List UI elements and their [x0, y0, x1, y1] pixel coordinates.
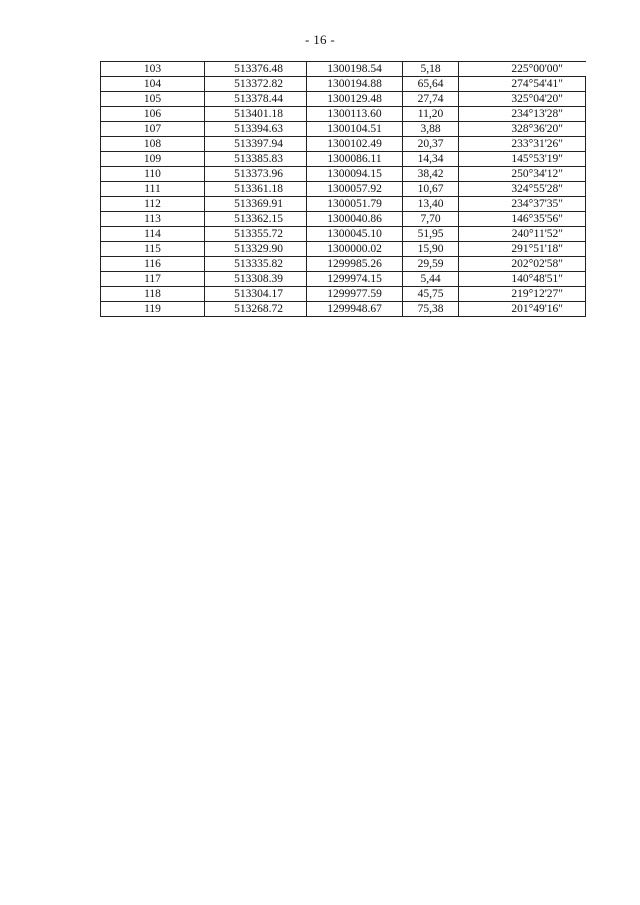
table-row: [101, 302, 586, 317]
distance-cell: 11,20: [403, 107, 459, 122]
table-row: [101, 227, 586, 242]
point-number-cell: 118: [101, 287, 205, 302]
table-row: [101, 182, 586, 197]
distance-cell: 27,74: [403, 92, 459, 107]
direction-angle-cell: 274°54'41": [459, 77, 586, 92]
point-number-cell: 119: [101, 302, 205, 317]
direction-angle-cell: 291°51'18": [459, 242, 586, 257]
y-coordinate-cell: 1300051.79: [307, 197, 403, 212]
direction-angle-cell: 140°48'51": [459, 272, 586, 287]
direction-angle-cell: 219°12'27": [459, 287, 586, 302]
x-coordinate-cell: 513397.94: [205, 137, 307, 152]
y-coordinate-cell: 1300086.11: [307, 152, 403, 167]
y-coordinate-cell: 1299974.15: [307, 272, 403, 287]
x-coordinate-cell: 513308.39: [205, 272, 307, 287]
coordinates-table-body: [101, 62, 586, 317]
y-coordinate-cell: 1300129.48: [307, 92, 403, 107]
direction-angle-cell: 250°34'12": [459, 167, 586, 182]
distance-cell: 20,37: [403, 137, 459, 152]
point-number-cell: 113: [101, 212, 205, 227]
x-coordinate-cell: 513372.82: [205, 77, 307, 92]
x-coordinate-cell: 513304.17: [205, 287, 307, 302]
distance-cell: 3,88: [403, 122, 459, 137]
y-coordinate-cell: 1299977.59: [307, 287, 403, 302]
direction-angle-cell: 328°36'20": [459, 122, 586, 137]
distance-cell: 65,64: [403, 77, 459, 92]
y-coordinate-cell: 1300045.10: [307, 227, 403, 242]
distance-cell: 7,70: [403, 212, 459, 227]
point-number-cell: 107: [101, 122, 205, 137]
table-row: [101, 62, 586, 77]
distance-cell: 38,42: [403, 167, 459, 182]
distance-cell: 51,95: [403, 227, 459, 242]
point-number-cell: 117: [101, 272, 205, 287]
distance-cell: 5,44: [403, 272, 459, 287]
y-coordinate-cell: 1300040.86: [307, 212, 403, 227]
coordinates-table: [100, 61, 586, 317]
table-row: [101, 287, 586, 302]
y-coordinate-cell: 1300000.02: [307, 242, 403, 257]
table-row: [101, 272, 586, 287]
x-coordinate-cell: 513335.82: [205, 257, 307, 272]
x-coordinate-cell: 513329.90: [205, 242, 307, 257]
direction-angle-cell: 234°13'28": [459, 107, 586, 122]
distance-cell: 14,34: [403, 152, 459, 167]
point-number-cell: 112: [101, 197, 205, 212]
distance-cell: 75,38: [403, 302, 459, 317]
y-coordinate-cell: 1300113.60: [307, 107, 403, 122]
distance-cell: 10,67: [403, 182, 459, 197]
x-coordinate-cell: 513362.15: [205, 212, 307, 227]
point-number-cell: 116: [101, 257, 205, 272]
direction-angle-cell: 145°53'19": [459, 152, 586, 167]
x-coordinate-cell: 513385.83: [205, 152, 307, 167]
point-number-cell: 104: [101, 77, 205, 92]
direction-angle-cell: 234°37'35": [459, 197, 586, 212]
x-coordinate-cell: 513376.48: [205, 62, 307, 77]
distance-cell: 5,18: [403, 62, 459, 77]
y-coordinate-cell: 1300057.92: [307, 182, 403, 197]
point-number-cell: 105: [101, 92, 205, 107]
table-row: [101, 107, 586, 122]
direction-angle-cell: 325°04'20": [459, 92, 586, 107]
point-number-cell: 110: [101, 167, 205, 182]
direction-angle-cell: 146°35'56": [459, 212, 586, 227]
distance-cell: 13,40: [403, 197, 459, 212]
x-coordinate-cell: 513401.18: [205, 107, 307, 122]
distance-cell: 29,59: [403, 257, 459, 272]
table-row: [101, 167, 586, 182]
table-row: [101, 137, 586, 152]
point-number-cell: 108: [101, 137, 205, 152]
point-number-cell: 109: [101, 152, 205, 167]
point-number-cell: 114: [101, 227, 205, 242]
table-row: [101, 212, 586, 227]
x-coordinate-cell: 513268.72: [205, 302, 307, 317]
point-number-cell: 106: [101, 107, 205, 122]
table-row: [101, 197, 586, 212]
distance-cell: 45,75: [403, 287, 459, 302]
table-row: [101, 122, 586, 137]
direction-angle-cell: 202°02'58": [459, 257, 586, 272]
point-number-cell: 103: [101, 62, 205, 77]
direction-angle-cell: 324°55'28": [459, 182, 586, 197]
table-row: [101, 242, 586, 257]
direction-angle-cell: 233°31'26": [459, 137, 586, 152]
direction-angle-cell: 201°49'16": [459, 302, 586, 317]
table-row: [101, 257, 586, 272]
x-coordinate-cell: 513355.72: [205, 227, 307, 242]
table-row: [101, 92, 586, 107]
x-coordinate-cell: 513394.63: [205, 122, 307, 137]
x-coordinate-cell: 513361.18: [205, 182, 307, 197]
y-coordinate-cell: 1300198.54: [307, 62, 403, 77]
y-coordinate-cell: 1300094.15: [307, 167, 403, 182]
x-coordinate-cell: 513378.44: [205, 92, 307, 107]
direction-angle-cell: 240°11'52": [459, 227, 586, 242]
point-number-cell: 111: [101, 182, 205, 197]
y-coordinate-cell: 1300104.51: [307, 122, 403, 137]
y-coordinate-cell: 1300102.49: [307, 137, 403, 152]
direction-angle-cell: 225°00'00": [459, 62, 586, 77]
distance-cell: 15,90: [403, 242, 459, 257]
y-coordinate-cell: 1299948.67: [307, 302, 403, 317]
x-coordinate-cell: 513373.96: [205, 167, 307, 182]
y-coordinate-cell: 1299985.26: [307, 257, 403, 272]
y-coordinate-cell: 1300194.88: [307, 77, 403, 92]
table-row: [101, 152, 586, 167]
point-number-cell: 115: [101, 242, 205, 257]
x-coordinate-cell: 513369.91: [205, 197, 307, 212]
page-number: - 16 -: [305, 32, 335, 47]
table-row: [101, 77, 586, 92]
